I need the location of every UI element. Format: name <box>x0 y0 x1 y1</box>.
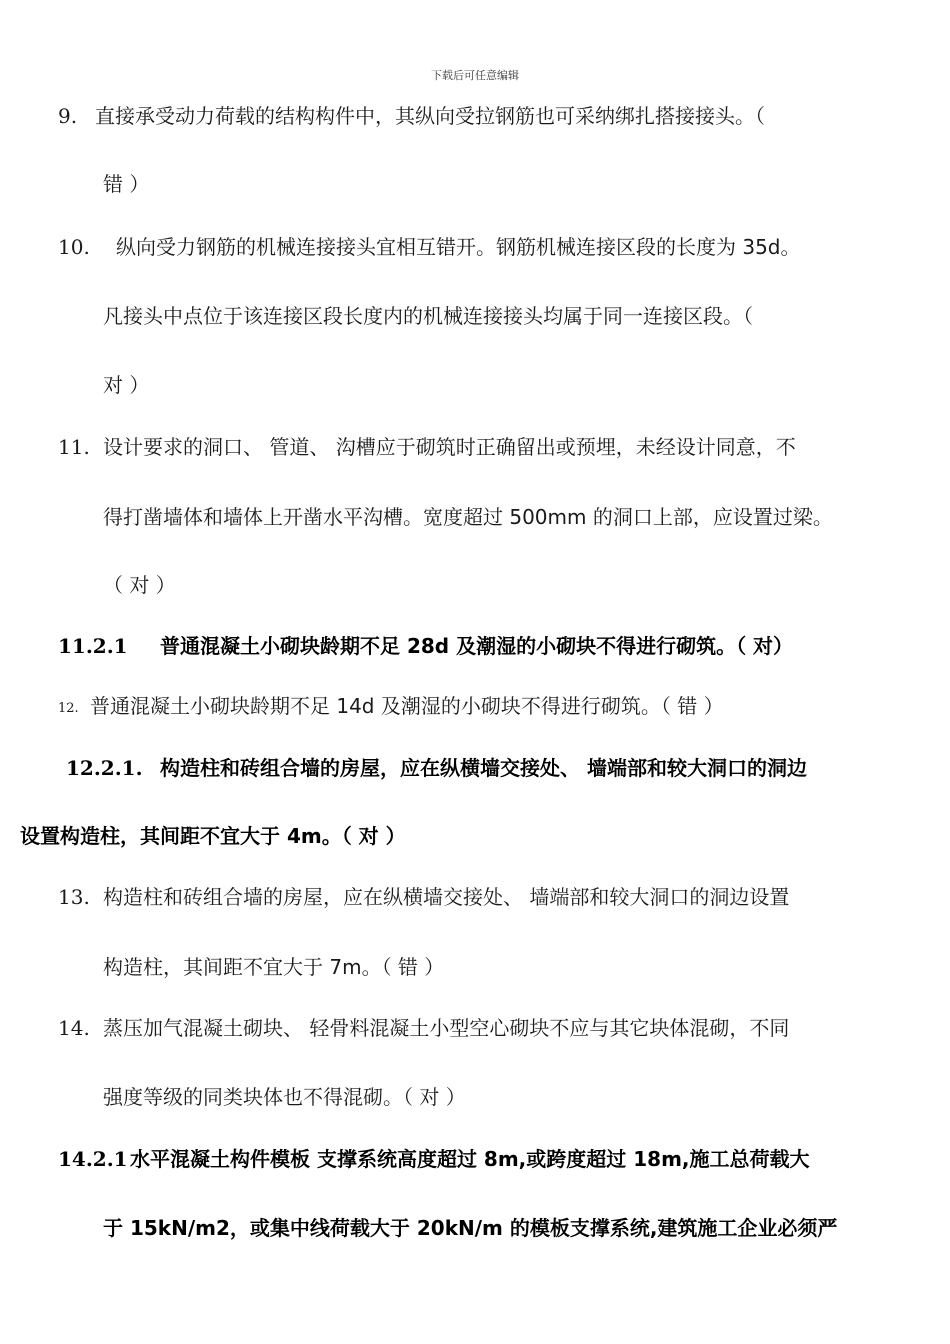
page-header: 下载后可任意编辑 <box>431 69 519 82</box>
item-text-line: 蒸压加气混凝土砌块、 轻骨料混凝土小型空心砌块不应与其它块体混砌，不同 <box>103 1016 790 1040</box>
item-number: 9. <box>58 104 78 128</box>
item-number: 14. <box>58 1016 90 1040</box>
item-number: 12.2.1. <box>66 756 143 780</box>
item-text-line: 强度等级的同类块体也不得混砌。（ 对 ） <box>103 1085 466 1109</box>
item-number: 14.2.1 <box>58 1147 128 1171</box>
item-answer: 对 ） <box>103 373 150 397</box>
item-text-line: 直接承受动力荷载的结构构件中，其纵向受拉钢筋也可采纳绑扎搭接接头。（ <box>95 104 765 128</box>
item-text-line: 设计要求的洞口、 管道、 沟槽应于砌筑时正确留出或预埋，未经设计同意，不 <box>103 435 796 459</box>
item-answer: 错 ） <box>103 172 150 196</box>
item-text-line: 构造柱和砖组合墙的房屋，应在纵横墙交接处、 墙端部和较大洞口的洞边设置 <box>103 885 790 909</box>
item-number: 11. <box>58 435 90 459</box>
item-text-line: 设置构造柱，其间距不宜大于 4m。（ 对 ） <box>20 824 406 848</box>
item-answer: （ 对 ） <box>103 573 176 597</box>
item-text-line: 得打凿墙体和墙体上开凿水平沟槽。宽度超过 500mm 的洞口上部，应设置过梁。 <box>103 505 833 529</box>
item-number: 11.2.1 <box>58 634 128 658</box>
item-text-line: 构造柱和砖组合墙的房屋，应在纵横墙交接处、 墙端部和较大洞口的洞边 <box>160 756 807 780</box>
item-number: 10. <box>58 235 90 259</box>
item-text-line: 于 15kN/m2，或集中线荷载大于 20kN/m 的模板支撑系统,建筑施工企业必须严 <box>103 1216 838 1240</box>
item-text-line: 凡接头中点位于该连接区段长度内的机械连接接头均属于同一连接区段。（ <box>103 304 753 328</box>
item-number: 13. <box>58 885 90 909</box>
item-number: 12. <box>58 701 79 716</box>
item-text-line: 纵向受力钢筋的机械连接接头宜相互错开。钢筋机械连接区段的长度为 35d。 <box>116 235 801 259</box>
item-text-line: 普通混凝土小砌块龄期不足 14d 及潮湿的小砌块不得进行砌筑。（ 错 ） <box>90 694 724 718</box>
item-text-line: 普通混凝土小砌块龄期不足 28d 及潮湿的小砌块不得进行砌筑。（ 对） <box>160 634 794 658</box>
item-text-line: 构造柱，其间距不宜大于 7m。（ 错 ） <box>103 955 445 979</box>
item-text-line: 水平混凝土构件模板 支撑系统高度超过 8m,或跨度超过 18m,施工总荷载大 <box>130 1147 810 1171</box>
